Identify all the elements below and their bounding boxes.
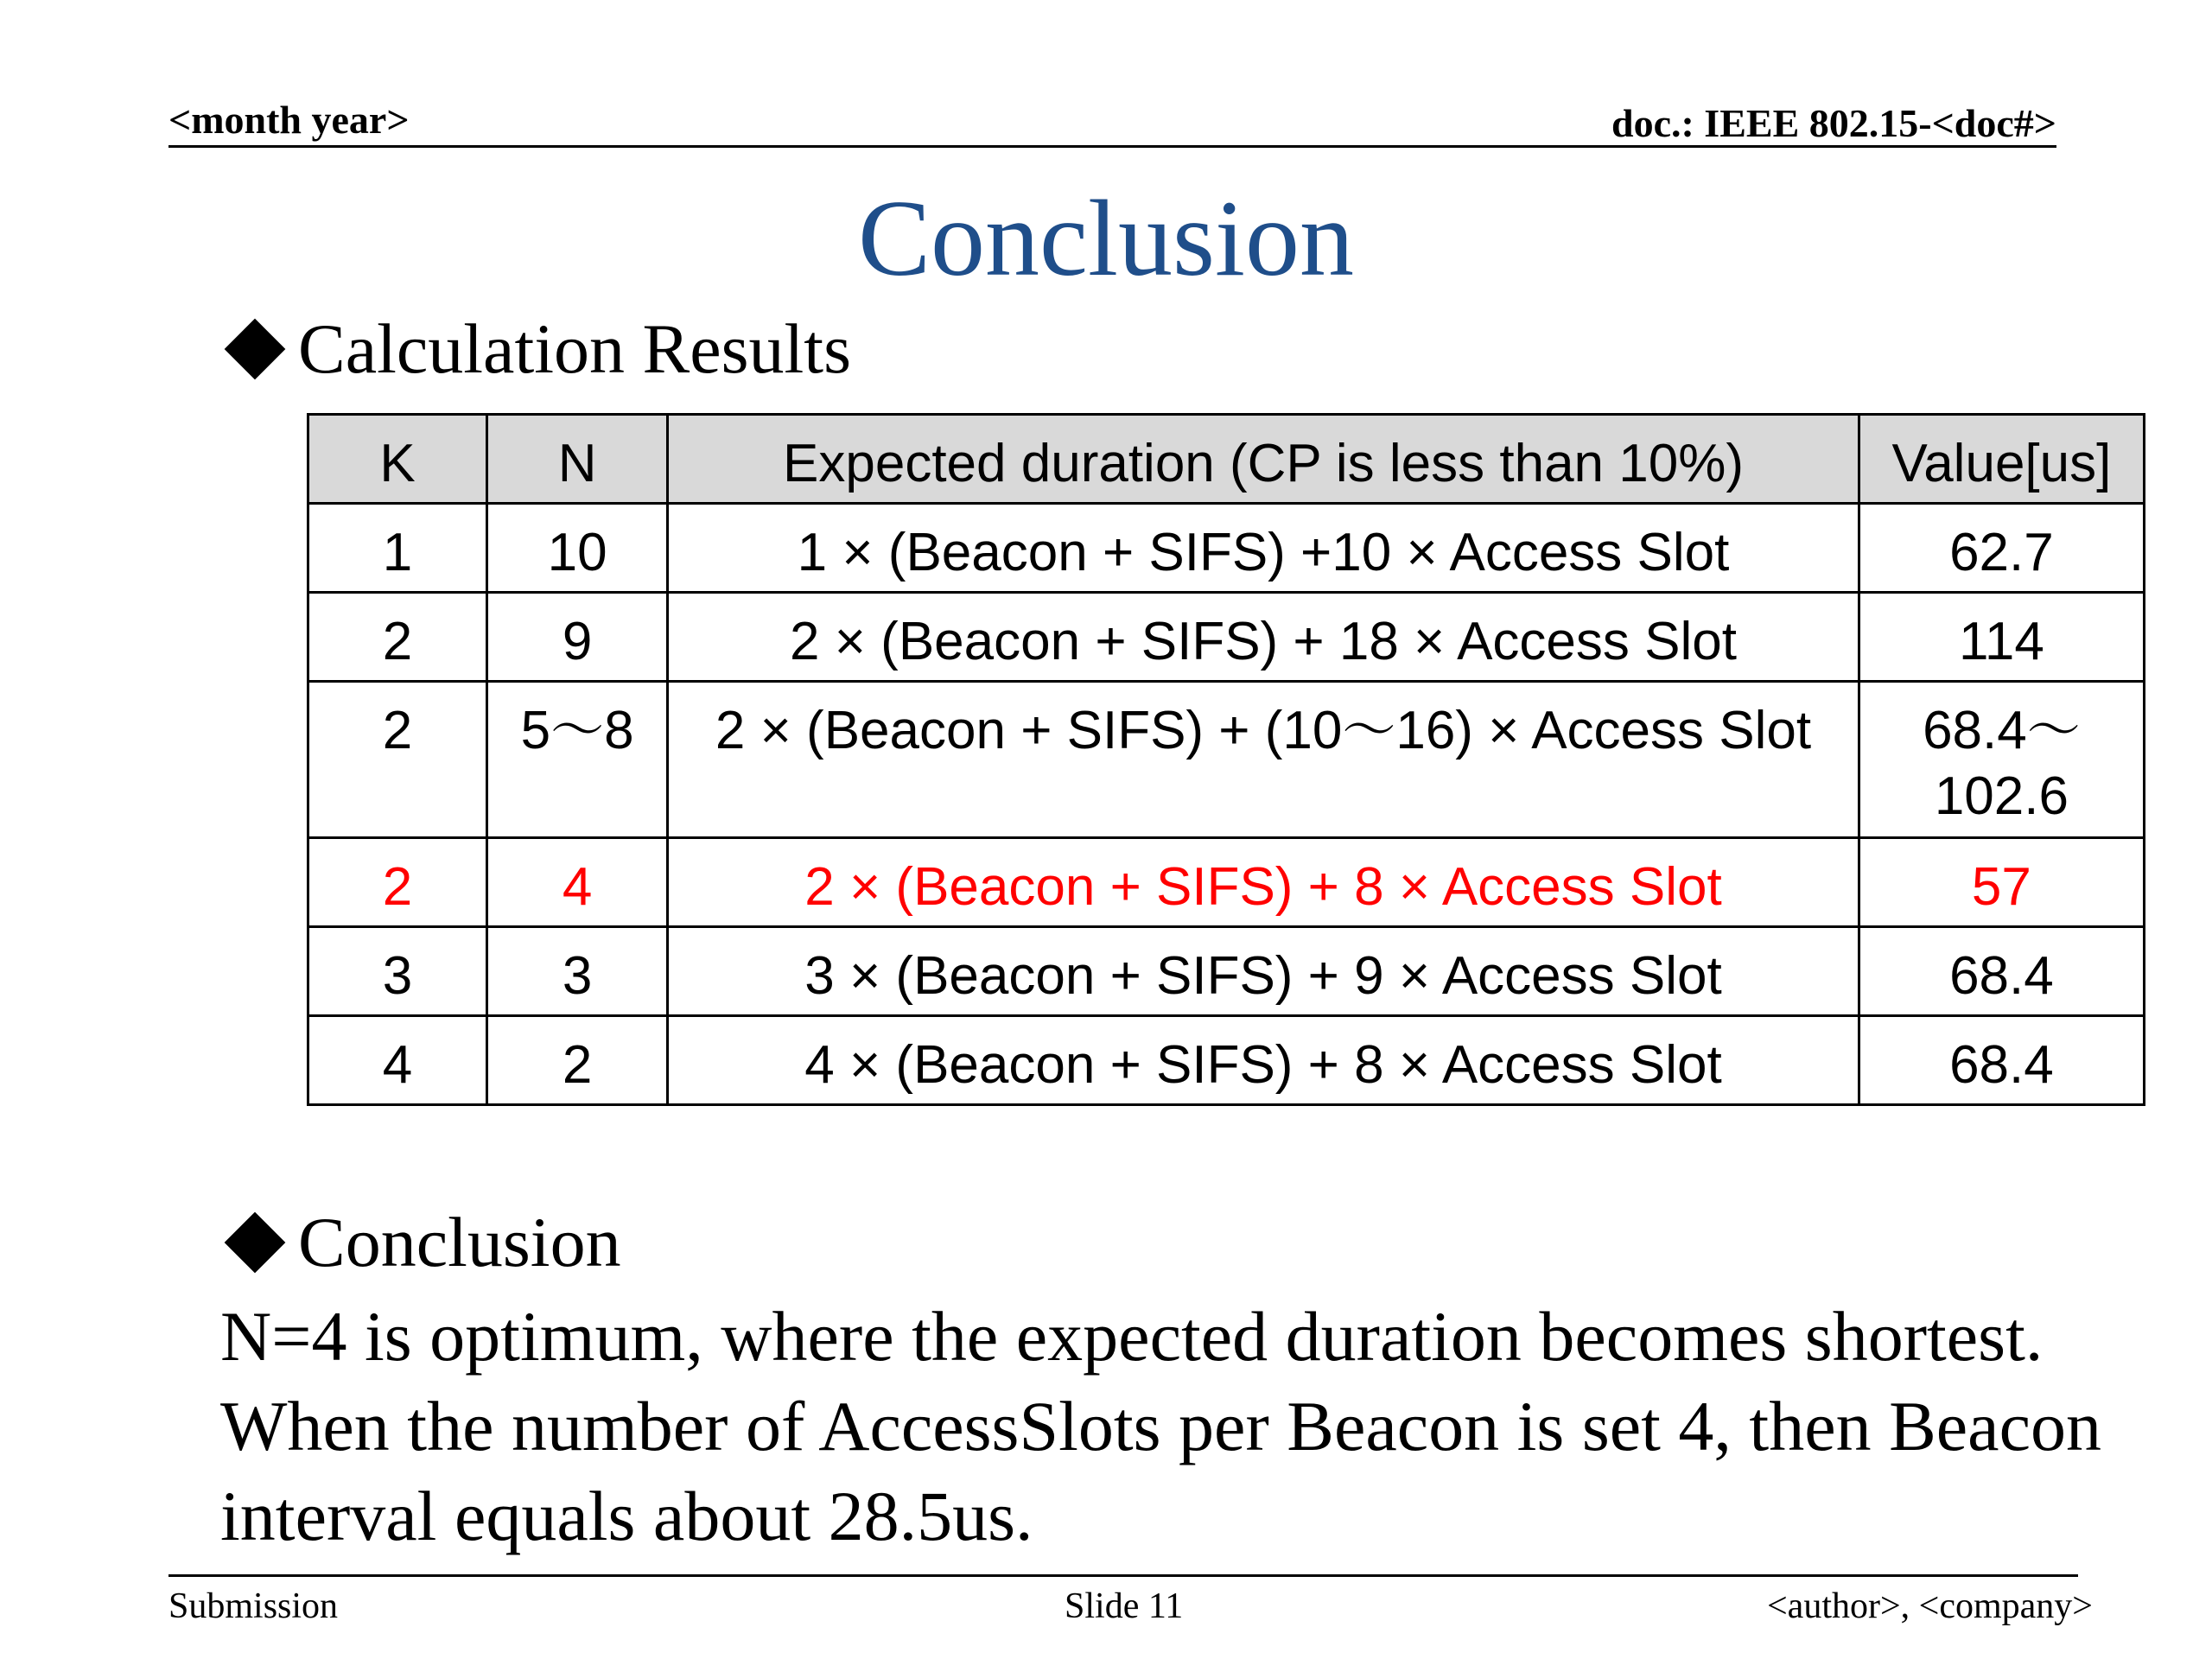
cell-n: 4 [487,838,668,927]
footer-submission: Submission [168,1586,339,1626]
cell-value: 114 [1859,593,2144,682]
section-calculation-results [223,309,851,388]
column-header-expected-duration: Expected duration (CP is less than 10%) [668,415,1859,504]
cell-k: 1 [308,504,487,593]
cell-n: 9 [487,593,668,682]
conclusion-line: interval equals about 28.5us. [220,1477,1033,1555]
cell-value: 68.4 [1859,927,2144,1016]
cell-value-line-1: 68.4〜 [1923,701,2081,760]
table-row [308,1016,2145,1105]
cell-expr: 2 × (Beacon + SIFS) + 8 × Access Slot [668,838,1859,927]
cell-n: 3 [487,927,668,1016]
cell-value: 62.7 [1859,504,2144,593]
header-divider [168,145,2056,148]
table-row-optimum [308,838,2145,927]
footer-slide-number: Slide 11 [1065,1586,1184,1626]
cell-n: 2 [487,1016,668,1105]
cell-value-line-2: 102.6 [1934,766,2069,826]
cell-k: 2 [308,593,487,682]
cell-k: 2 [308,682,487,838]
cell-expr: 1 × (Beacon + SIFS) +10 × Access Slot [668,504,1859,593]
footer-divider [168,1574,2078,1577]
column-header-value: Value[us] [1859,415,2144,504]
section-conclusion [223,1203,621,1281]
section-heading: Calculation Results [298,309,851,388]
results-table [307,413,2145,1106]
header-date: <month year> [168,98,410,142]
cell-value: 57 [1859,838,2144,927]
table-row [308,504,2145,593]
cell-n: 10 [487,504,668,593]
cell-expr: 2 × (Beacon + SIFS) + 18 × Access Slot [668,593,1859,682]
cell-expr: 2 × (Beacon + SIFS) + (10〜16) × Access Slot [668,682,1859,838]
slide-title: Conclusion [857,179,1354,299]
cell-expr: 3 × (Beacon + SIFS) + 9 × Access Slot [668,927,1859,1016]
column-header-k: K [308,415,487,504]
cell-n: 5〜8 [487,682,668,838]
footer-author: <author>, <company> [1767,1586,2093,1626]
conclusion-line: When the number of AccessSlots per Beacon is set 4, then Beacon [220,1387,2101,1465]
cell-expr: 4 × (Beacon + SIFS) + 8 × Access Slot [668,1016,1859,1105]
table-row [308,927,2145,1016]
table-row [308,682,2145,838]
table-header-row [308,415,2145,504]
diamond-bullet-icon [225,319,286,380]
cell-value: 68.4 [1859,1016,2144,1105]
header-doc-number: doc.: IEEE 802.15-<doc#> [1611,101,2056,145]
conclusion-line: N=4 is optimum, where the expected duration becomes shortest. [220,1297,2044,1376]
conclusion-text [220,1292,2199,1561]
table-row [308,593,2145,682]
cell-value [1859,682,2144,838]
cell-k: 2 [308,838,487,927]
diamond-bullet-icon [225,1212,286,1274]
cell-k: 4 [308,1016,487,1105]
cell-k: 3 [308,927,487,1016]
column-header-n: N [487,415,668,504]
section-heading: Conclusion [298,1203,621,1281]
